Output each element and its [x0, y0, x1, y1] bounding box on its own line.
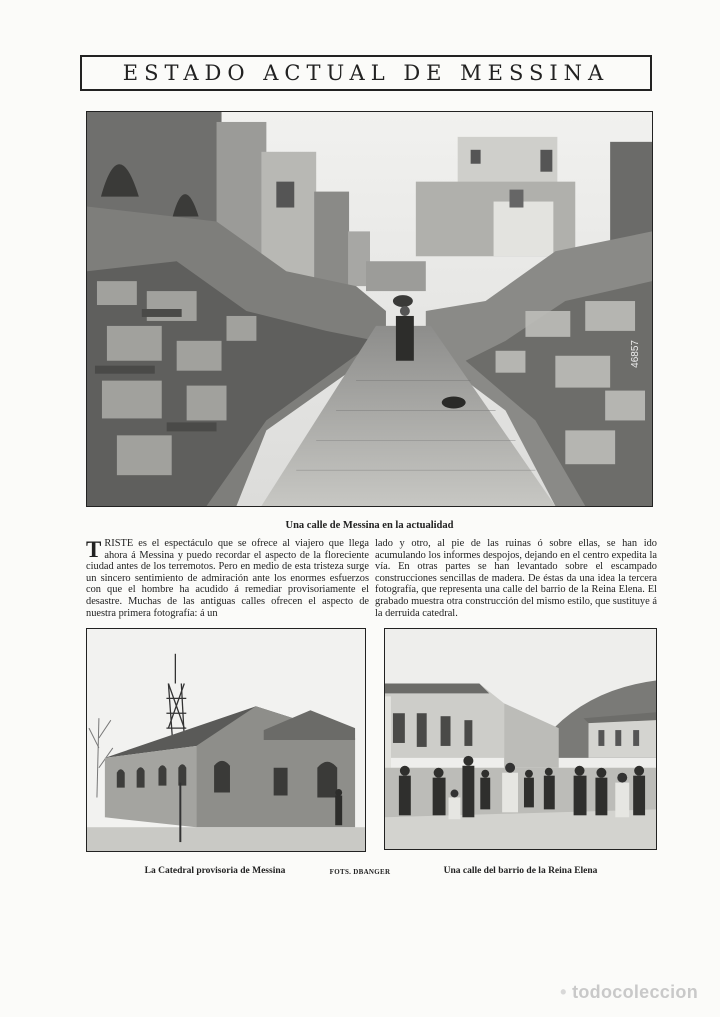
- caption-top-photo: Una calle de Messina en la actualidad: [285, 520, 454, 531]
- watermark-logo: [560, 982, 698, 1003]
- ruins-illustration: [87, 112, 652, 506]
- title-frame: [80, 55, 652, 91]
- article-text-right: lado y otro, al pie de las ruinas ó sobre ellas, se han ido acumulando los informes despojos, dejando en el centro expedita la vía. En otras partes se han levantado sobre el escampado construcciones sencillas de madera. De éstas da una idea la tercera fotografía, que representa una calle del barrio de la Reina Elena. El grabado muestra otra construcción del mismo estilo, que sustituye á la derruida catedral.: [375, 538, 657, 619]
- dropcap-letter: T: [86, 537, 102, 562]
- photo-messina-street-ruins: [86, 111, 653, 507]
- photo-reina-elena-street: [384, 628, 657, 850]
- cathedral-illustration: [87, 629, 365, 851]
- article-text-left: RISTE es el espectáculo que se ofrece al viajero que llega ahora á Messina y puedo recordar el aspecto de la floreciente ciudad antes de los terremotos. Pero en medio de esta tristeza surge un sincero sentimiento de admiración ante los enormes esfuerzos con que el hombre ha acudido á remediar provisoriamente el desastre. Muchas de las antiguas calles ofrecen el aspecto de nuestra primera fotografía: á un: [86, 538, 369, 619]
- photo-provisional-cathedral: [86, 628, 366, 852]
- photo-serial-number: 46857: [630, 340, 641, 368]
- watermark-brand: todocoleccion: [572, 982, 698, 1002]
- article-column-left: [86, 538, 369, 619]
- article-column-right: [375, 538, 657, 619]
- photo-credit: FOTS. DBANGER: [329, 868, 391, 876]
- page-title: ESTADO ACTUAL DE MESSINA: [122, 61, 610, 85]
- caption-cathedral: La Catedral provisoria de Messina: [144, 866, 286, 876]
- watermark-dot-icon: •: [560, 982, 567, 1002]
- street-illustration: [385, 629, 656, 849]
- caption-reina-elena: Una calle del barrio de la Reina Elena: [443, 866, 598, 876]
